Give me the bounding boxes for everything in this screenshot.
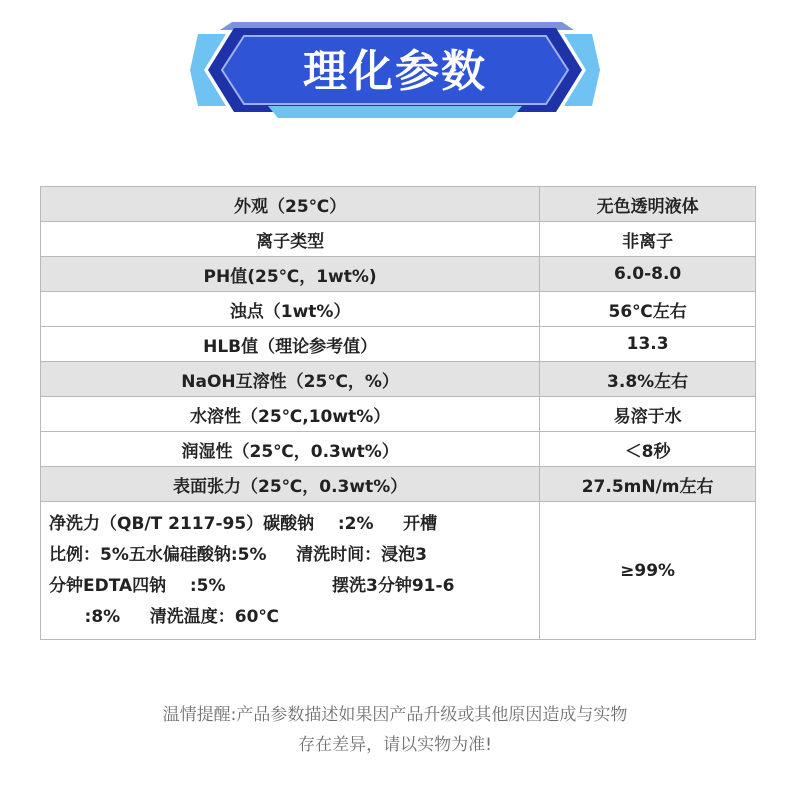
table-row (41, 432, 756, 467)
table-row (41, 187, 756, 222)
parameter-value-cell: 3.8%左右 (540, 362, 756, 397)
banner-bottom-accent (268, 106, 522, 118)
page-title: 理化参数 (303, 46, 487, 97)
parameter-value-cell: ≥99% (540, 502, 756, 640)
table-row (41, 257, 756, 292)
parameter-value-cell: 易溶于水 (540, 397, 756, 432)
parameter-name-cell: 润湿性（25℃，0.3wt%） (41, 432, 540, 467)
parameter-name-cell: 浊点（1wt%） (41, 292, 540, 327)
parameter-name-cell: 净洗力（QB/T 2117-95）碳酸钠 :2% 开槽 比例：5%五水偏硅酸钠:5% 清洗时间：浸泡3 分钟EDTA四钠 :5% 摆洗3分钟91-6 :8% 清洗温度：60℃ (41, 502, 540, 640)
parameter-name-cell: NaOH互溶性（25℃，%） (41, 362, 540, 397)
parameter-value-cell: 56℃左右 (540, 292, 756, 327)
parameter-value-cell: ＜8秒 (540, 432, 756, 467)
table-row (41, 502, 756, 640)
parameter-value-cell: 无色透明液体 (540, 187, 756, 222)
parameter-table-body (41, 187, 756, 640)
parameter-name-cell: 外观（25℃） (41, 187, 540, 222)
parameter-table (40, 186, 756, 640)
parameter-value-cell: 6.0-8.0 (540, 257, 756, 292)
table-row (41, 327, 756, 362)
title-banner (190, 14, 600, 126)
table-row (41, 397, 756, 432)
parameter-value-cell: 13.3 (540, 327, 756, 362)
table-row (41, 362, 756, 397)
table-row (41, 467, 756, 502)
disclaimer-line-1: 温情提醒:产品参数描述如果因产品升级或其他原因造成与实物 (162, 705, 628, 725)
parameter-name-cell: 水溶性（25℃,10wt%） (41, 397, 540, 432)
parameter-value-cell: 非离子 (540, 222, 756, 257)
parameter-name-cell: 表面张力（25℃，0.3wt%） (41, 467, 540, 502)
table-row (41, 292, 756, 327)
disclaimer-note (0, 700, 790, 760)
parameter-value-cell: 27.5mN/m左右 (540, 467, 756, 502)
disclaimer-line-2: 存在差异，请以实物为准! (298, 735, 492, 755)
parameter-name-cell: HLB值（理论参考值） (41, 327, 540, 362)
parameter-name-cell: PH值(25℃，1wt%) (41, 257, 540, 292)
table-row (41, 222, 756, 257)
parameter-name-cell: 离子类型 (41, 222, 540, 257)
